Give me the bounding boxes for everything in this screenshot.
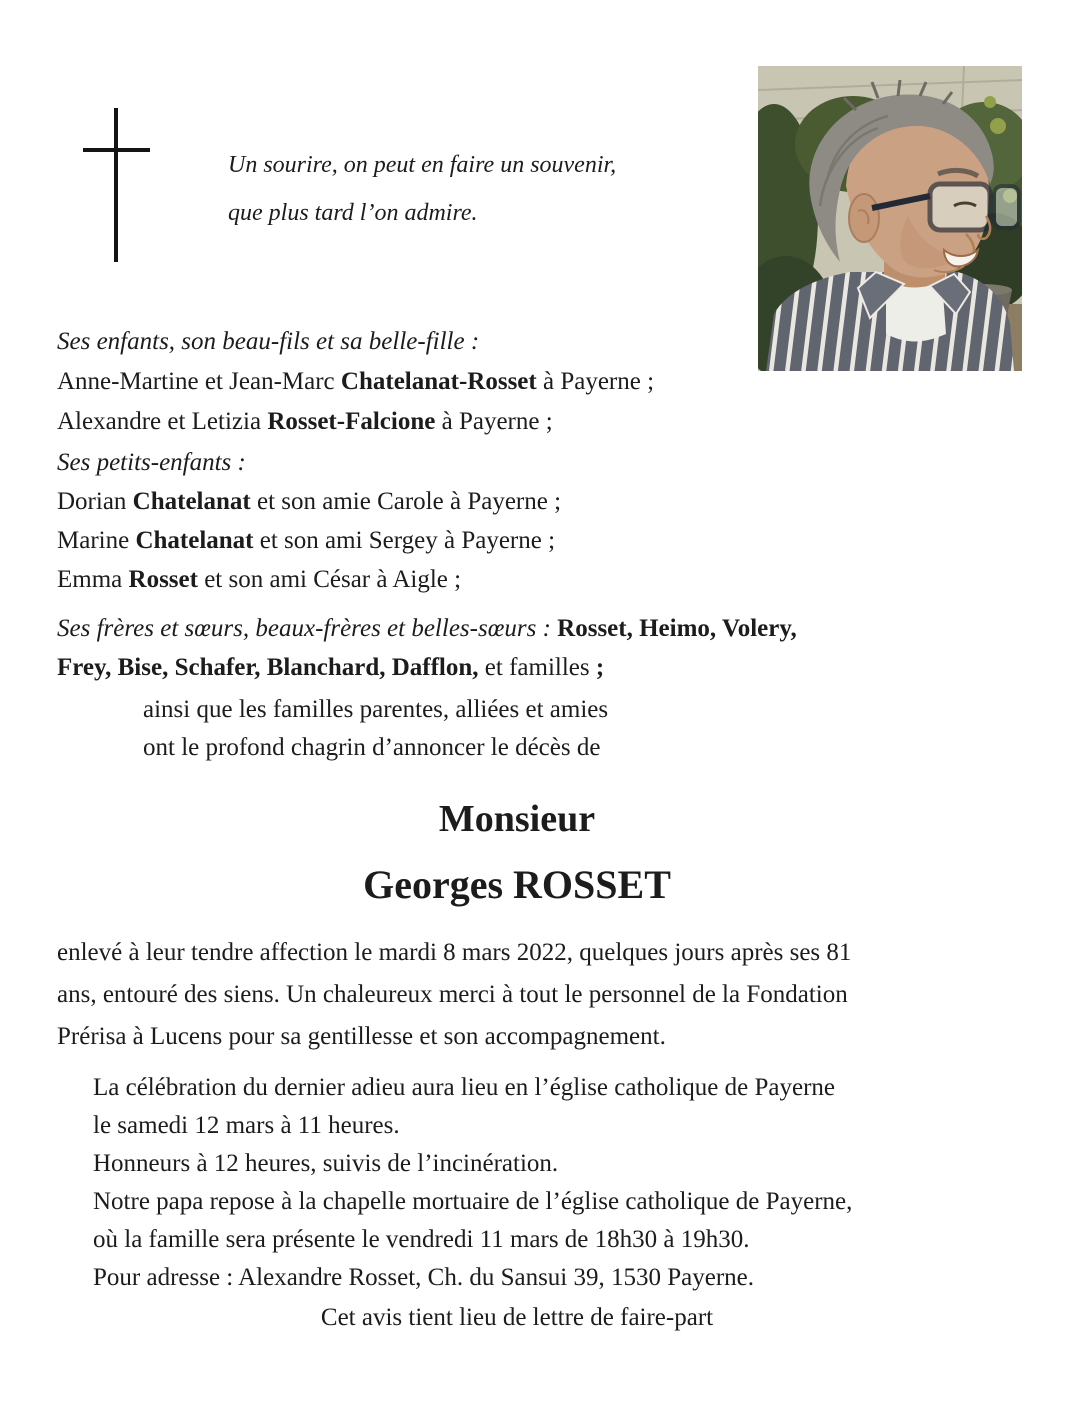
grandchildren-header: Ses petits-enfants : — [57, 449, 246, 476]
footer-notice: Cet avis tient lieu de lettre de faire-part — [320, 1304, 714, 1331]
deceased-name: Georges ROSSET — [363, 862, 671, 907]
ceremony-line-6: Pour adresse : Alexandre Rosset, Ch. du Sansui 39, 1530 Payerne. — [93, 1264, 755, 1291]
cross-icon — [80, 100, 170, 270]
death-notice-line-3: Prérisa à Lucens pour sa gentillesse et son accompagnement. — [57, 1023, 666, 1050]
announcement-section — [143, 691, 608, 767]
grandchild-line-2: Marine Chatelanat et son ami Sergey à Payerne ; — [57, 527, 556, 554]
portrait-photo — [758, 66, 1022, 371]
ceremony-line-4: Notre papa repose à la chapelle mortuaire de l’église catholique de Payerne, — [93, 1188, 853, 1215]
ceremony-line-5: où la famille sera présente le vendredi 11 mars de 18h30 à 19h30. — [93, 1226, 750, 1253]
children-header: Ses enfants, son beau-fils et sa belle-fille : — [57, 328, 480, 355]
grandchildren-section — [57, 443, 561, 599]
children-section — [57, 322, 654, 442]
siblings-line-1: Ses frères et sœurs, beaux-frères et belles-sœurs : Rosset, Heimo, Volery, — [57, 615, 797, 642]
ceremony-line-1: La célébration du dernier adieu aura lieu en l’église catholique de Payerne — [93, 1074, 836, 1101]
child-line-1: Anne-Martine et Jean-Marc Chatelanat-Rosset à Payerne ; — [57, 368, 655, 395]
quote-line-2: que plus tard l’on admire. — [228, 200, 478, 226]
grandchild-line-3: Emma Rosset et son ami César à Aigle ; — [57, 566, 462, 593]
siblings-section — [57, 609, 797, 687]
child-line-2: Alexandre et Letizia Rosset-Falcione à Payerne ; — [57, 408, 553, 435]
ceremony-section — [93, 1069, 852, 1297]
death-notice-line-1: enlevé à leur tendre affection le mardi 8 mars 2022, quelques jours après ses 81 — [57, 939, 852, 966]
siblings-line-2: Frey, Bise, Schafer, Blanchard, Dafflon, et familles ; — [57, 654, 605, 681]
ceremony-line-3: Honneurs à 12 heures, suivis de l’incinération. — [93, 1150, 559, 1177]
announcement-line-2: ont le profond chagrin d’annoncer le décès de — [143, 734, 601, 761]
death-notice-section — [57, 932, 851, 1058]
memorial-quote — [228, 141, 616, 237]
quote-line-1: Un sourire, on peut en faire un souvenir, — [228, 152, 617, 178]
announcement-line-1: ainsi que les familles parentes, alliées et amies — [143, 696, 609, 723]
death-notice-line-2: ans, entouré des siens. Un chaleureux merci à tout le personnel de la Fondation — [57, 981, 848, 1008]
ceremony-line-2: le samedi 12 mars à 11 heures. — [93, 1112, 400, 1139]
deceased-salutation: Monsieur — [438, 798, 596, 840]
grandchild-line-1: Dorian Chatelanat et son amie Carole à Payerne ; — [57, 488, 562, 515]
